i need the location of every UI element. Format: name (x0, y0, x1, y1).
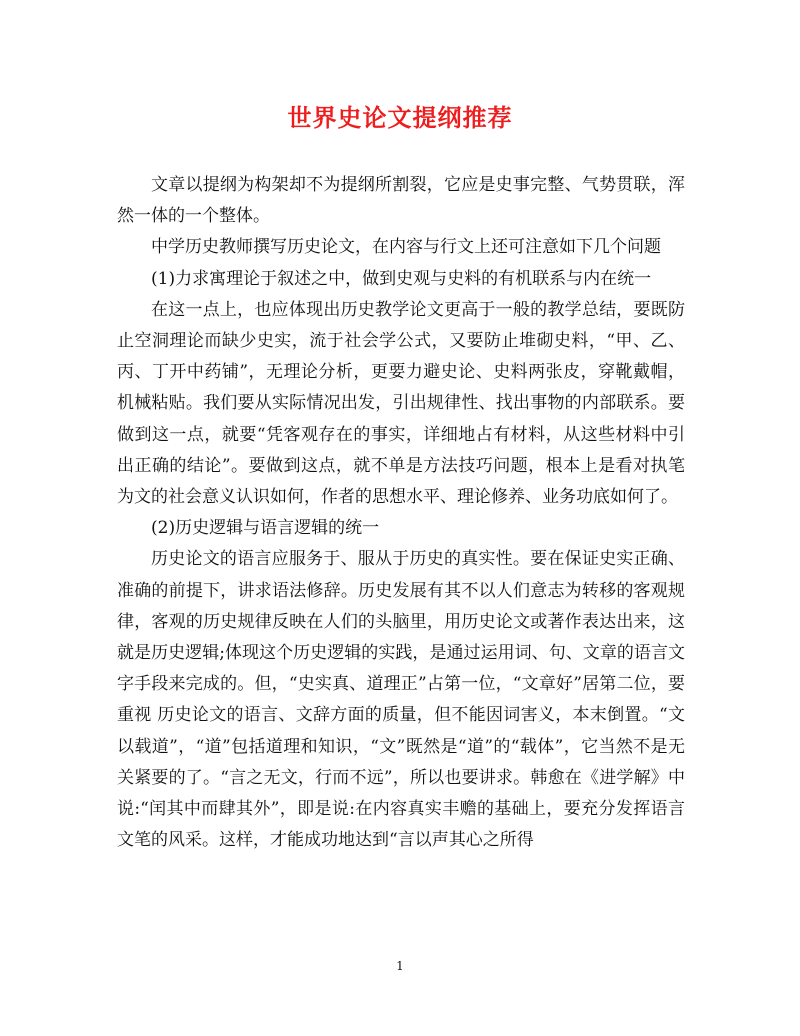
section-heading-2: (2)历史逻辑与语言逻辑的统一 (151, 518, 380, 539)
paragraph-section-1-body: 在这一点上，也应体现出历史教学论文更高于一般的教学总结，要既防止空洞理论而缺少史实，流于社会学公式，又要防止堆砌史料，“甲、乙、丙、丁开中药铺”，无理论分析，更要力避史论、史料两张皮，穿靴戴帽，机械粘贴。我们要从实际情况出发，引出规律性、找出事物的内部联系。要做到这一点，就要“凭客观存在的事实，详细地占有材料，从这些材料中引出正确的结论”。要做到这点，就不单是方法技巧问题，根本上是看对执笔为文的社会意义认识如何，作者的思想水平、理论修养、业务功底如何了。 (117, 299, 685, 508)
section-heading-1: (1)力求寓理论于叙述之中，做到史观与史料的有机联系与内在统一 (151, 268, 652, 289)
document-body (117, 170, 685, 856)
paragraph-section-2-body: 历史论文的语言应服务于、服从于历史的真实性。要在保证史实正确、准确的前提下，讲求语法修辞。历史发展有其不以人们意志为转移的客观规律，客观的历史规律反映在人们的头脑里，用历史论文或著作表达出来，这就是历史逻辑;体现这个历史逻辑的实践，是通过运用词、句、文章的语言文字手段来完成的。但，“史实真、道理正”占第一位，“文章好”居第二位，要重视 历史论文的语言、文辞方面的质量，但不能因词害义，本末倒置。“文以载道”，“道”包括道理和知识，“文”既然是“道”的“载体”，它当然不是无关紧要的了。“言之无文，行而不远”，所以也要讲求。韩愈在《进学解》中说:“闰其中而肆其外”，即是说:在内容真实丰赡的基础上，要充分发挥语言文笔的风采。这样，才能成功地达到“言以声其心之所得 (117, 549, 685, 851)
document-title: 世界史论文提纲推荐 (287, 103, 513, 132)
paragraph-intro: 文章以提纲为构架却不为提纲所割裂，它应是史事完整、气势贯联，浑然一体的一个整体。 (117, 175, 685, 227)
page-number: 1 (396, 959, 404, 973)
paragraph-issues-lead: 中学历史教师撰写历史论文，在内容与行文上还可注意如下几个问题 (151, 237, 661, 258)
